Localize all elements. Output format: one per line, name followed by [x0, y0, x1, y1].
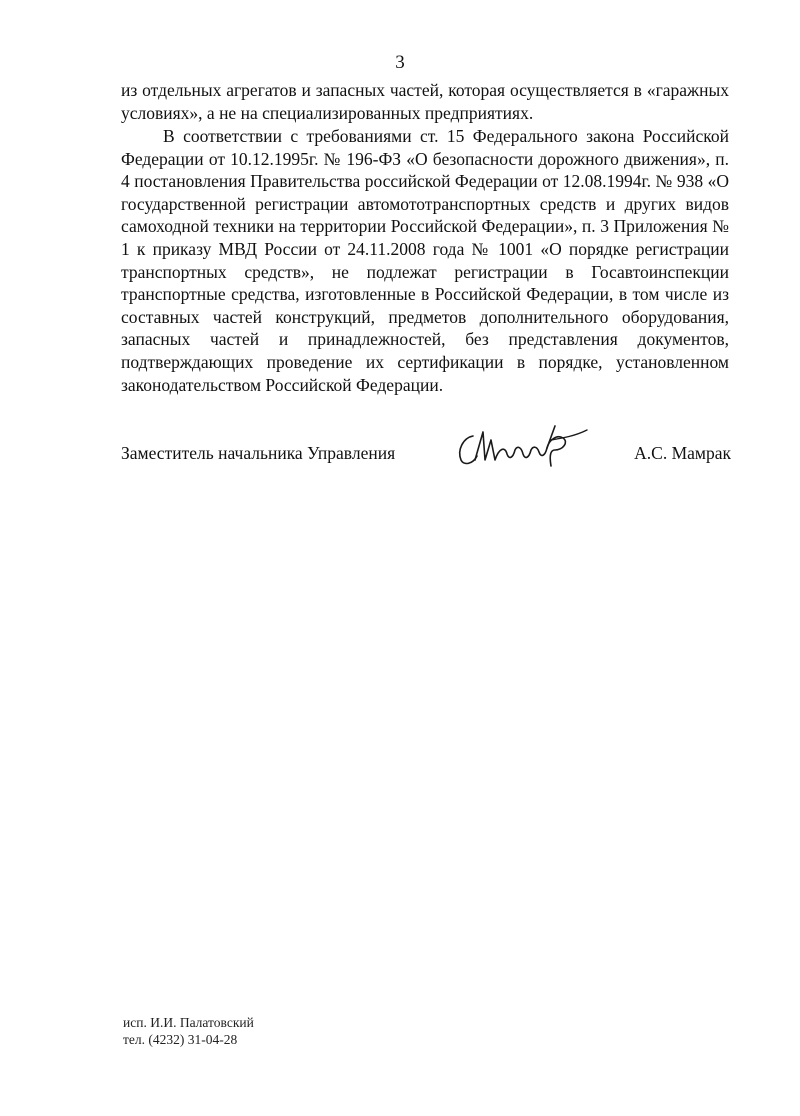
paragraph-registration-requirements: В соответствии с требованиями ст. 15 Федерального закона Российской Федерации от 10.12.1995г. № 196-ФЗ «О безопасности дорожного движения», п. 4 постановления Правительства российской Федерации от 12.08.1994г. № 938 «О государственной регистрации автомототранспортных средств и других видов самоходной техники на территории Российской Федерации», п. 3 Приложения № 1 к приказу МВД России от 24.11.2008 года № 1001 «О порядке регистрации транспортных средств», не подлежат регистрации в Госавтоинспекции транспортные средства, изготовленные в Российской Федерации, в том числе из составных частей конструкций, предметов дополнительного оборудования, запасных частей и принадлежностей, без представления документов, подтверждающих проведение их сертификации в порядке, установленном законодательством Российской Федерации. — [121, 126, 729, 395]
executor-footer — [123, 1014, 254, 1048]
signatory-name: А.С. Мамрак — [634, 443, 731, 463]
paragraph-continuation: из отдельных агрегатов и запасных частей, которая осуществляется в «гаражных условиях», а не на специализированных предприятиях. — [121, 80, 729, 123]
executor-name: исп. И.И. Палатовский — [123, 1015, 254, 1030]
page-number: 3 — [395, 52, 405, 73]
handwritten-signature — [451, 420, 591, 476]
signature-block — [121, 440, 731, 480]
executor-phone: тел. (4232) 31-04-28 — [123, 1032, 238, 1047]
signatory-title: Заместитель начальника Управления — [121, 443, 396, 463]
